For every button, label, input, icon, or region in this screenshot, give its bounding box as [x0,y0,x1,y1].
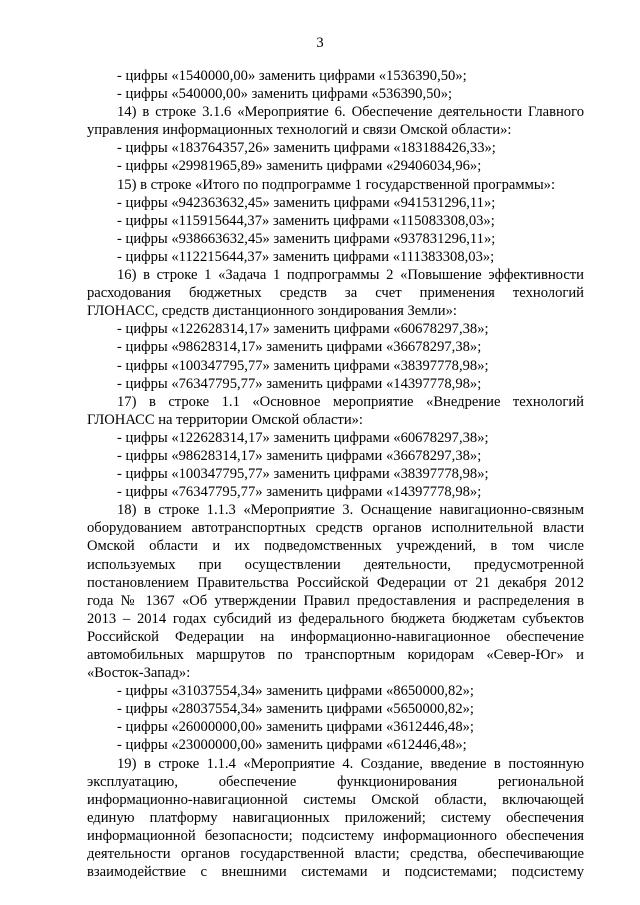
text-line: информационной безопасности; подсистему информационного обеспечения [87,827,584,844]
text-line: - цифры «122628314,17» заменить цифрами «60678297,38»; [117,429,489,446]
text-line: взаимодействие с внешними системами и подсистемами; подсистему [87,864,584,881]
text-line: информационно-навигационной системы Омской области, включающей [87,791,584,808]
text-line: управления информационных технологий и связи Омской области»: [87,122,512,139]
text-line: - цифры «98628314,17» заменить цифрами «36678297,38»; [117,339,482,356]
text-line: - цифры «100347795,77» заменить цифрами «38397778,98»; [117,357,489,374]
text-line: - цифры «942363632,45» заменить цифрами «941531296,11»; [117,194,496,211]
text-line: 19) в строке 1.1.4 «Мероприятие 4. Создание, введение в постоянную [117,755,584,772]
text-line: единую платформу навигационных приложений; систему обеспечения [87,809,584,826]
text-line: - цифры «76347795,77» заменить цифрами «14397778,98»; [117,375,482,392]
text-line: - цифры «115915644,37» заменить цифрами «115083308,03»; [117,212,495,229]
text-line: - цифры «112215644,37» заменить цифрами «111383308,03»; [117,248,495,265]
text-line: - цифры «31037554,34» заменить цифрами «8650000,82»; [117,683,474,700]
text-line: ГЛОНАСС, средств дистанционного зондирования Земли»: [87,303,457,320]
text-line: ГЛОНАСС на территории Омской области»: [87,411,363,428]
text-line: - цифры «183764357,26» заменить цифрами «183188426,33»; [117,140,496,157]
text-line: 15) в строке «Итого по подпрограмме 1 государственной программы»: [117,176,556,193]
text-line: - цифры «28037554,34» заменить цифрами «5650000,82»; [117,701,474,718]
document-body [87,67,584,881]
text-line: - цифры «938663632,45» заменить цифрами «937831296,11»; [117,230,496,247]
text-line: постановлением Правительства Российской Федерации от 21 декабря 2012 [87,574,584,591]
text-line: - цифры «122628314,17» заменить цифрами «60678297,38»; [117,321,489,338]
text-line: - цифры «100347795,77» заменить цифрами «38397778,98»; [117,466,489,483]
text-line: используемых при осуществлении деятельности, предусмотренной [87,556,584,573]
text-line: - цифры «23000000,00» заменить цифрами «612446,48»; [117,737,467,754]
text-line: «Восток-Запад»: [87,665,191,682]
text-line: 16) в строке 1 «Задача 1 подпрограммы 2 «Повышение эффективности [117,267,584,284]
text-line: Российской Федерации на информационно-навигационное обеспечение [87,628,584,645]
text-line: года № 1367 «Об утверждении Правил предоставления и распределения в [87,592,584,609]
page-number: 3 [316,35,324,51]
text-line: 2013 – 2014 годах субсидий из федерального бюджета бюджетам субъектов [87,610,584,627]
text-line: 14) в строке 3.1.6 «Мероприятие 6. Обеспечение деятельности Главного [117,104,584,121]
text-line: - цифры «1540000,00» заменить цифрами «1536390,50»; [117,68,467,84]
text-line: деятельности органов государственной власти; средства, обеспечивающие [87,846,584,863]
text-line: автомобильных маршрутов по транспортным коридорам «Север-Юг» и [87,647,584,663]
text-line: 17) в строке 1.1 «Основное мероприятие «Внедрение технологий [117,393,584,410]
text-line: - цифры «26000000,00» заменить цифрами «3612446,48»; [117,719,474,736]
text-line: расходования бюджетных средств за счет применения технологий [87,285,584,302]
text-line: Омской области и их подведомственных учреждений, в том числе [87,538,584,555]
text-line: - цифры «98628314,17» заменить цифрами «36678297,38»; [117,447,482,464]
text-line: эксплуатацию, обеспечение функционирования региональной [87,773,584,790]
text-line: оборудованием автотранспортных средств органов исполнительной власти [87,520,584,537]
text-line: 18) в строке 1.1.3 «Мероприятие 3. Оснащение навигационно-связным [117,502,584,519]
text-line: - цифры «29981965,89» заменить цифрами «29406034,96»; [117,158,482,175]
text-line: - цифры «76347795,77» заменить цифрами «14397778,98»; [117,484,482,501]
text-line: - цифры «540000,00» заменить цифрами «536390,50»; [117,86,453,103]
